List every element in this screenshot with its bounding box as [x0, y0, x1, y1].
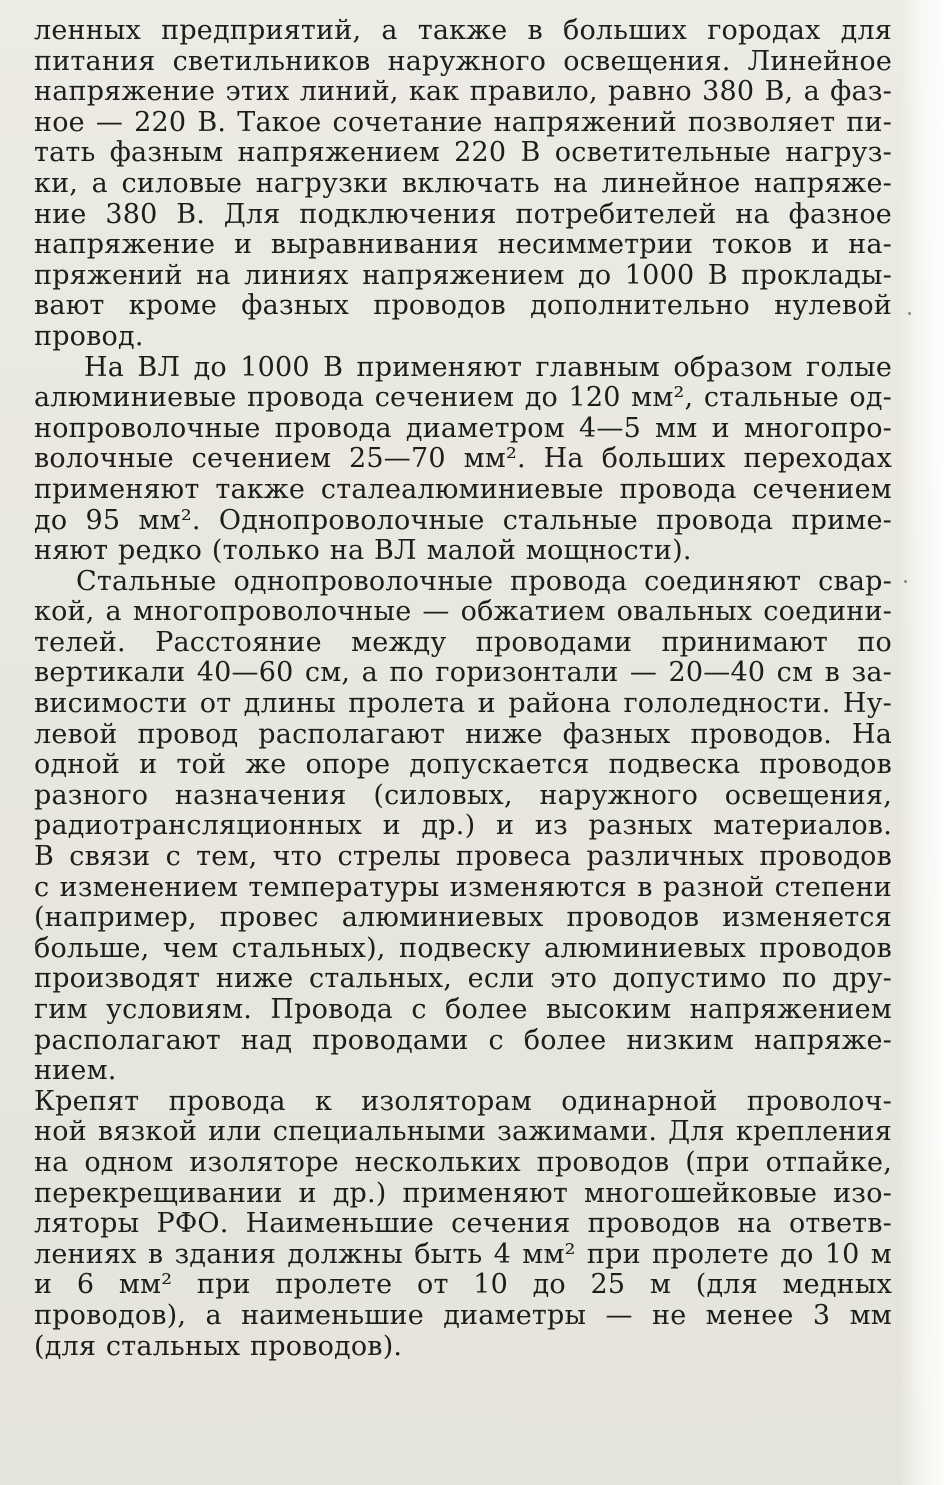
line-text: гим условиям. Провода с более высоким напряжением: [34, 994, 892, 1025]
text-line: [34, 169, 892, 200]
line-text: няют редко (только на ВЛ малой мощности).: [34, 535, 692, 567]
line-text: на одном изоляторе нескольких проводов (при отпайке,: [34, 1146, 892, 1178]
text-line: [34, 873, 892, 904]
line-text: ние 380 В. Для подключения потребителей на фазное: [34, 198, 892, 230]
text-line: [34, 77, 892, 108]
line-text: (например, провес алюминиевых проводов изменяется: [34, 902, 892, 934]
text-line: [34, 1332, 892, 1363]
text-line: [34, 750, 892, 781]
text-line: [34, 383, 892, 414]
line-text: (для стальных проводов).: [34, 1330, 403, 1362]
line-text: применяют также сталеалюминиевые провода сечением: [34, 473, 892, 505]
line-text: напряжение и выравнивания несимметрии токов и на-: [34, 229, 892, 261]
text-line: [34, 1179, 892, 1210]
body-text: [34, 16, 892, 1362]
text-line: [34, 842, 892, 873]
line-text: В связи с тем, что стрелы провеса различных проводов: [34, 841, 892, 873]
text-line: [34, 1209, 892, 1240]
text-line: [34, 322, 892, 353]
line-text: волочные сечением 25—70 мм². На больших переходах: [34, 443, 892, 475]
text-line: [34, 1087, 892, 1118]
text-line: [34, 261, 892, 292]
paragraph: [34, 16, 892, 353]
text-line: [34, 1026, 892, 1057]
line-text: Крепят провода к изоляторам одинарной проволоч-: [34, 1085, 892, 1117]
text-line: [34, 1240, 892, 1271]
line-text: питания светильников наружного освещения. Линейное: [34, 45, 892, 77]
text-line: [34, 138, 892, 169]
line-text: ляторы РФО. Наименьшие сечения проводов на ответв-: [34, 1208, 892, 1240]
line-text: производят ниже стальных, если это допустимо по дру-: [34, 963, 892, 995]
line-text: разного назначения (силовых, наружного освещения,: [34, 779, 892, 811]
line-text: ки, а силовые нагрузки включать на линейное напряже-: [34, 167, 892, 199]
text-line: [34, 658, 892, 689]
line-text: ной вязкой или специальными зажимами. Для крепления: [34, 1116, 892, 1148]
line-text: телей. Расстояние между проводами принимают по: [34, 626, 892, 658]
line-text: висимости от длины пролета и района гололедности. Ну-: [34, 688, 892, 720]
paragraph: [34, 353, 892, 567]
text-line: [34, 353, 892, 384]
text-line: [34, 291, 892, 322]
line-text: пряжений на линиях напряжением до 1000 В проклады-: [34, 259, 892, 291]
text-line: [34, 47, 892, 78]
text-line: [34, 230, 892, 261]
line-text: алюминиевые провода сечением до 120 мм², стальные од-: [34, 382, 892, 414]
text-line: [34, 1270, 892, 1301]
line-text: На ВЛ до 1000 В применяют главным образом голые: [84, 351, 892, 383]
paragraph: [34, 1087, 892, 1362]
text-line: [34, 934, 892, 965]
text-line: [34, 200, 892, 231]
line-text: располагают над проводами с более низким напряже-: [34, 1024, 892, 1056]
line-text: радиотрансляционных и др.) и из разных материалов.: [34, 810, 892, 842]
text-line: [34, 1056, 892, 1087]
text-line: [34, 811, 892, 842]
text-line: [34, 964, 892, 995]
line-text: ное — 220 В. Такое сочетание напряжений позволяет пи-: [34, 106, 892, 138]
line-text: вертикали 40—60 см, а по горизонтали — 20—40 см в за-: [34, 657, 892, 689]
line-text: с изменением температуры изменяются в разной степени: [34, 871, 892, 903]
text-line: [34, 1117, 892, 1148]
text-line: [34, 108, 892, 139]
text-line: [34, 903, 892, 934]
line-text: тать фазным напряжением 220 В осветительные нагруз-: [34, 137, 892, 169]
text-line: [34, 444, 892, 475]
line-text: до 95 мм². Однопроволочные стальные провода приме-: [34, 504, 892, 536]
scan-speck: [904, 580, 907, 583]
text-line: [34, 1148, 892, 1179]
line-text: одной и той же опоре допускается подвеска проводов: [34, 749, 892, 781]
line-text: лениях в здания должны быть 4 мм² при пролете до 10 м: [34, 1238, 892, 1270]
text-line: [34, 536, 892, 567]
line-text: и 6 мм² при пролете от 10 до 25 м (для медных: [34, 1269, 892, 1301]
line-text: проводов), а наименьшие диаметры — не менее 3 мм: [34, 1299, 892, 1331]
line-text: нием.: [34, 1055, 117, 1087]
text-line: [34, 506, 892, 537]
text-line: [34, 1301, 892, 1332]
text-line: [34, 16, 892, 47]
text-line: [34, 475, 892, 506]
line-text: вают кроме фазных проводов дополнительно нулевой: [34, 290, 892, 322]
scan-speck: [908, 312, 911, 315]
paragraph: [34, 567, 892, 1087]
text-line: [34, 781, 892, 812]
text-line: [34, 414, 892, 445]
line-text: Стальные однопроволочные провода соединяют свар-: [76, 565, 892, 597]
line-text: напряжение этих линий, как правило, равно 380 В, а фаз-: [34, 76, 892, 108]
text-line: [34, 720, 892, 751]
line-text: больше, чем стальных), подвеску алюминиевых проводов: [34, 932, 892, 964]
line-text: кой, а многопроволочные — обжатием овальных соедини-: [34, 596, 892, 628]
text-line: [34, 689, 892, 720]
line-text: ленных предприятий, а также в больших городах для: [34, 15, 892, 46]
text-line: [34, 995, 892, 1026]
line-text: левой провод располагают ниже фазных проводов. На: [34, 718, 892, 750]
line-text: нопроволочные провода диаметром 4—5 мм и многопро-: [34, 412, 892, 444]
text-line: [34, 628, 892, 659]
line-text: перекрещивании и др.) применяют многошейковые изо-: [34, 1177, 892, 1209]
text-line: [34, 567, 892, 598]
line-text: провод.: [34, 320, 144, 352]
text-line: [34, 597, 892, 628]
